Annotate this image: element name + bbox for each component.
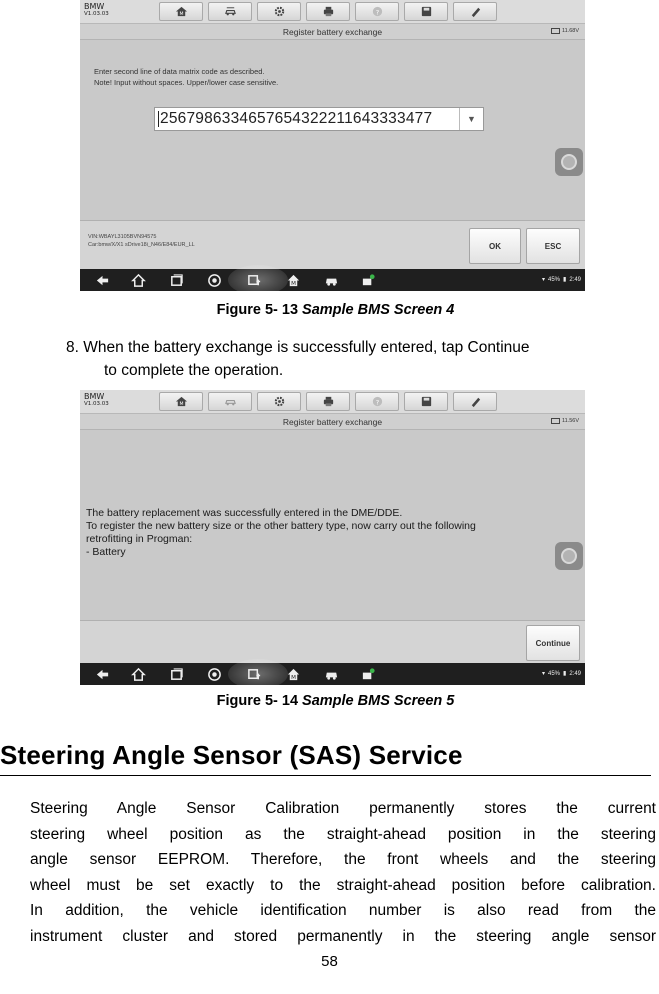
android-nav-bar <box>80 269 585 291</box>
vci-icon[interactable] <box>360 666 376 682</box>
help-button[interactable] <box>355 392 399 411</box>
voltage-indicator: 11.56V <box>551 418 579 424</box>
help-icon <box>371 5 384 18</box>
svg-text:M: M <box>179 12 183 18</box>
status-bar: ▾ 45% ▮ 2:49 <box>541 276 581 283</box>
pen-icon <box>469 5 482 18</box>
vehicle-brand: BMW V1.03.03 <box>84 392 109 407</box>
maxisys-home-icon[interactable] <box>285 272 301 288</box>
vehicle-swap-button[interactable] <box>208 2 252 21</box>
recent-apps-icon[interactable] <box>168 272 184 288</box>
step-8-text: 8. When the battery exchange is successfully entered, tap Continue to complete the operation. <box>66 339 530 379</box>
save-icon <box>420 5 433 18</box>
section-heading: Steering Angle Sensor (SAS) Service <box>0 740 463 770</box>
paragraph-line: wheel must be set exactly to the straight-ahead position before calibration. <box>30 876 656 894</box>
function-title: Register battery exchange <box>282 417 383 427</box>
vci-icon[interactable] <box>360 272 376 288</box>
code-input-value[interactable]: 2567986334657654322211643333477 <box>155 110 459 128</box>
software-version: V1.03.03 <box>84 11 109 17</box>
page-number: 58 <box>321 953 338 970</box>
save-icon <box>420 395 433 408</box>
screenshot-bms-screen-4 <box>80 0 585 291</box>
code-input[interactable] <box>154 107 484 131</box>
print-button[interactable] <box>306 392 350 411</box>
heading-underline <box>0 775 651 776</box>
floating-assist-button[interactable] <box>555 542 583 570</box>
gear-icon <box>273 395 286 408</box>
floating-assist-button[interactable] <box>555 148 583 176</box>
section-paragraph <box>30 796 656 949</box>
voltage-indicator: 11.68V <box>551 28 579 34</box>
printer-icon <box>322 5 335 18</box>
save-button[interactable] <box>404 392 448 411</box>
screenshot-bms-screen-5 <box>80 390 585 685</box>
settings-button[interactable] <box>257 2 301 21</box>
paragraph-line: Steering Angle Sensor Calibration permanently stores the current <box>30 800 656 817</box>
printer-icon <box>322 395 335 408</box>
svg-text:M: M <box>290 674 296 681</box>
svg-text:M: M <box>290 280 296 287</box>
vehicle-info-panel <box>80 220 585 269</box>
car-swap-icon <box>224 395 237 408</box>
home-nav-icon[interactable] <box>130 272 146 288</box>
status-bar: ▾ 45% ▮ 2:49 <box>541 670 581 677</box>
android-nav-bar <box>80 663 585 685</box>
software-version: V1.03.03 <box>84 401 109 407</box>
maxisys-home-icon[interactable] <box>285 666 301 682</box>
paragraph-line: steering wheel position as the straight-ahead position in the steering <box>30 825 656 843</box>
chrome-icon[interactable] <box>206 666 222 682</box>
instruction-text: Enter second line of data matrix code as described. Note! Input without spaces. Upper/lower case sensitive. <box>94 67 279 87</box>
function-title: Register battery exchange <box>282 27 383 37</box>
settings-button[interactable] <box>257 392 301 411</box>
screenshot-icon[interactable] <box>246 272 262 288</box>
home-nav-icon[interactable] <box>130 666 146 682</box>
svg-text:M: M <box>179 402 183 408</box>
paragraph-line: In addition, the vehicle identification number is also read from the <box>30 902 656 919</box>
print-button[interactable] <box>306 2 350 21</box>
action-panel <box>80 620 585 663</box>
back-icon[interactable] <box>94 666 110 682</box>
continue-button[interactable]: Continue <box>526 625 580 661</box>
save-button[interactable] <box>404 2 448 21</box>
help-button[interactable] <box>355 2 399 21</box>
chevron-down-icon[interactable]: ▼ <box>459 108 483 130</box>
wifi-icon: ▾ <box>541 671 545 677</box>
car-swap-icon <box>224 5 237 18</box>
battery-icon <box>551 418 560 424</box>
top-toolbar <box>80 0 585 24</box>
vehicle-swap-button[interactable] <box>208 392 252 411</box>
pen-icon <box>469 395 482 408</box>
function-title-bar <box>80 24 585 40</box>
home-icon <box>175 5 188 18</box>
home-button[interactable] <box>159 2 203 21</box>
edit-button[interactable] <box>453 392 497 411</box>
edit-button[interactable] <box>453 2 497 21</box>
vin-info: VIN:WBAYL3105BVN94575 Car:bmw/X/X1 sDrive18i_N46/E84/EUR_LL <box>88 234 195 248</box>
car-icon[interactable] <box>323 272 339 288</box>
paragraph-line: instrument cluster and stored permanently in the steering angle sensor <box>30 927 656 945</box>
gear-icon <box>273 5 286 18</box>
chrome-icon[interactable] <box>206 272 222 288</box>
paragraph-line: angle sensor EEPROM. Therefore, the front wheels and the steering <box>30 851 656 868</box>
result-message: The battery replacement was successfully entered in the DME/DDE. To register the new battery size or the other battery type, now carry out the following retrofitting in Progman: - Battery <box>86 507 476 558</box>
svg-text:?: ? <box>375 8 379 17</box>
battery-status-icon: ▮ <box>563 671 567 677</box>
car-icon[interactable] <box>323 666 339 682</box>
help-icon <box>371 395 384 408</box>
battery-icon <box>551 28 560 34</box>
battery-status-icon: ▮ <box>563 277 567 283</box>
screenshot-icon[interactable] <box>246 666 262 682</box>
ok-button[interactable]: OK <box>469 228 521 264</box>
vehicle-brand: BMW V1.03.03 <box>84 2 109 17</box>
esc-button[interactable]: ESC <box>526 228 580 264</box>
back-icon[interactable] <box>94 272 110 288</box>
function-title-bar <box>80 414 585 430</box>
recent-apps-icon[interactable] <box>168 666 184 682</box>
svg-text:?: ? <box>375 398 379 407</box>
figure-caption-14: Figure 5- 14 Sample BMS Screen 5 <box>216 693 455 709</box>
wifi-icon: ▾ <box>541 277 545 283</box>
circle-icon <box>561 154 577 170</box>
home-button[interactable] <box>159 392 203 411</box>
home-icon <box>175 395 188 408</box>
circle-icon <box>561 548 577 564</box>
figure-caption-13: Figure 5- 13 Sample BMS Screen 4 <box>216 302 455 318</box>
top-toolbar <box>80 390 585 414</box>
